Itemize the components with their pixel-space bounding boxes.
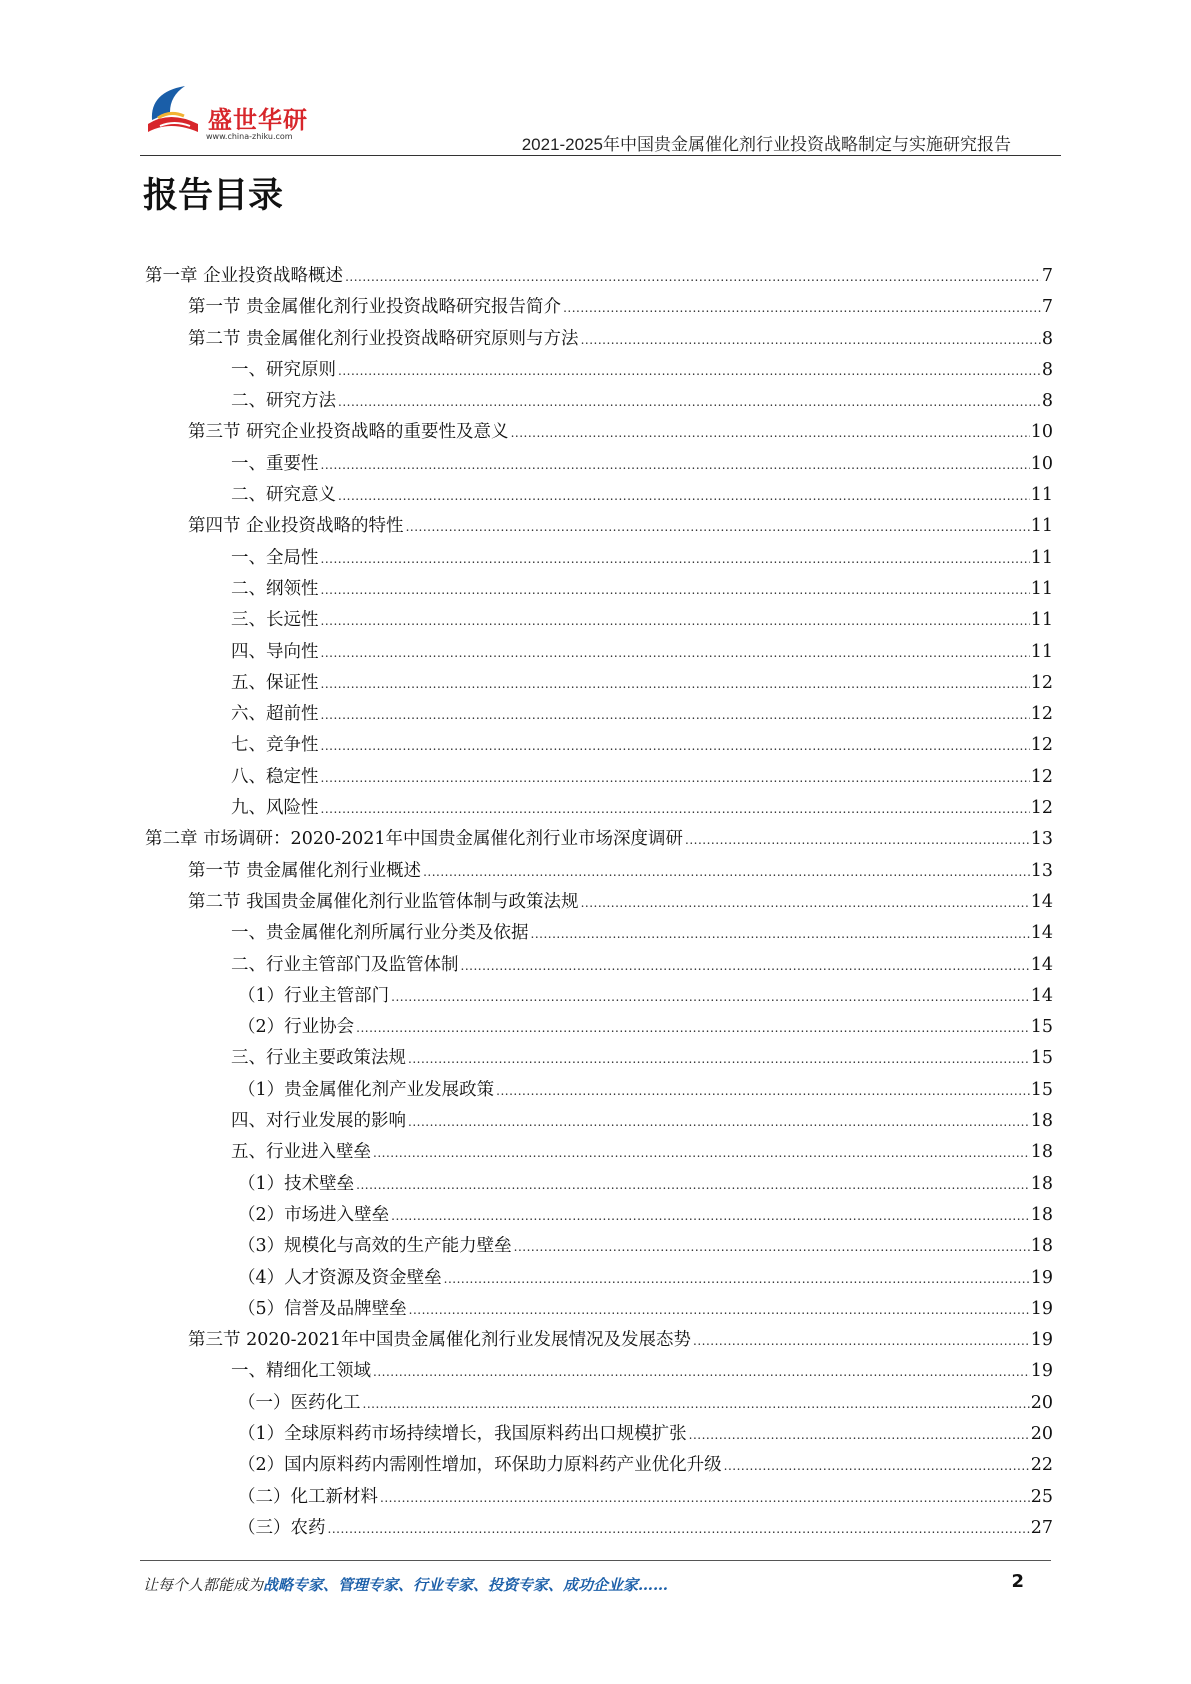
- toc-leader-dots: [321, 802, 1030, 816]
- toc-entry[interactable]: [145, 575, 1053, 606]
- toc-entry-label: 五、行业进入壁垒: [231, 1142, 371, 1163]
- toc-entry[interactable]: [145, 700, 1053, 731]
- toc-leader-dots: [406, 520, 1030, 534]
- toc-entry-page: 18: [1030, 1204, 1053, 1225]
- toc-entry[interactable]: [145, 1076, 1053, 1107]
- toc-entry[interactable]: [145, 731, 1053, 762]
- toc-leader-dots: [514, 1240, 1030, 1254]
- toc-entry[interactable]: [145, 1326, 1053, 1357]
- toc-leader-dots: [356, 1178, 1030, 1192]
- toc-entry[interactable]: [145, 1264, 1053, 1295]
- toc-entry-label: （2）国内原料药内需刚性增加，环保助力原料药产业优化升级: [238, 1455, 722, 1476]
- toc-entry-label: 第二节 我国贵金属催化剂行业监管体制与政策法规: [188, 891, 579, 912]
- toc-leader-dots: [423, 865, 1030, 879]
- toc-entry-page: 19: [1030, 1330, 1053, 1351]
- toc-leader-dots: [408, 1052, 1030, 1066]
- toc-entry-page: 13: [1030, 829, 1053, 850]
- toc-leader-dots: [321, 677, 1030, 691]
- toc-entry-page: 20: [1030, 1392, 1053, 1413]
- toc-leader-dots: [321, 458, 1030, 472]
- toc-leader-dots: [409, 1303, 1030, 1317]
- toc-leader-dots: [724, 1459, 1030, 1473]
- toc-entry[interactable]: [145, 1013, 1053, 1044]
- toc-entry[interactable]: [145, 794, 1053, 825]
- toc-entry-page: 10: [1030, 422, 1053, 443]
- toc-entry[interactable]: [145, 1514, 1053, 1545]
- toc-entry[interactable]: [145, 951, 1053, 982]
- logo-url: www.china-zhiku.com: [206, 132, 293, 141]
- toc-entry-page: 12: [1030, 798, 1053, 819]
- toc-entry[interactable]: [145, 1170, 1053, 1201]
- toc-entry-label: （1）全球原料药市场持续增长，我国原料药出口规模扩张: [238, 1423, 687, 1444]
- toc-entry-label: 第二节 贵金属催化剂行业投资战略研究原则与方法: [188, 328, 579, 349]
- toc-entry[interactable]: [145, 1232, 1053, 1263]
- toc-entry-page: 14: [1030, 985, 1053, 1006]
- toc-entry-page: 12: [1030, 672, 1053, 693]
- toc-leader-dots: [363, 1397, 1030, 1411]
- toc-leader-dots: [373, 1146, 1030, 1160]
- toc-entry-page: 11: [1030, 516, 1053, 537]
- toc-entry-page: 25: [1030, 1486, 1053, 1507]
- toc-entry-page: 12: [1030, 704, 1053, 725]
- toc-entry-label: 五、保证性: [231, 672, 319, 693]
- toc-entry-page: 18: [1030, 1236, 1053, 1257]
- toc-entry-page: 8: [1041, 359, 1053, 380]
- toc-entry-page: 19: [1030, 1361, 1053, 1382]
- page-number: 2: [1011, 1571, 1024, 1592]
- toc-entry-label: （一）医药化工: [238, 1392, 361, 1413]
- toc-entry-page: 11: [1030, 547, 1053, 568]
- toc-entry-page: 27: [1030, 1517, 1053, 1538]
- toc-entry-page: 20: [1030, 1423, 1053, 1444]
- toc-entry-page: 19: [1030, 1267, 1053, 1288]
- toc-entry-label: 二、研究意义: [231, 485, 336, 506]
- toc-leader-dots: [444, 1272, 1030, 1286]
- toc-entry[interactable]: [145, 418, 1053, 449]
- toc-leader-dots: [373, 1365, 1030, 1379]
- toc-entry[interactable]: [145, 1044, 1053, 1075]
- table-of-contents: [145, 262, 1053, 1545]
- toc-leader-dots: [581, 333, 1041, 347]
- toc-entry-label: 九、风险性: [231, 798, 319, 819]
- toc-entry[interactable]: [145, 293, 1053, 324]
- toc-entry-page: 19: [1030, 1298, 1053, 1319]
- toc-leader-dots: [511, 426, 1030, 440]
- toc-entry[interactable]: [145, 262, 1053, 293]
- toc-leader-dots: [338, 395, 1041, 409]
- toc-entry-label: 一、重要性: [231, 453, 319, 474]
- toc-leader-dots: [321, 552, 1030, 566]
- toc-entry-page: 22: [1030, 1455, 1053, 1476]
- toc-entry[interactable]: [145, 1389, 1053, 1420]
- toc-entry-label: （1）贵金属催化剂产业发展政策: [238, 1079, 495, 1100]
- footer-highlight: 战略专家、管理专家、行业专家、投资专家、成功企业家……: [263, 1576, 669, 1594]
- toc-entry-page: 15: [1030, 1017, 1053, 1038]
- toc-entry-label: 八、稳定性: [231, 766, 319, 787]
- toc-entry[interactable]: [145, 387, 1053, 418]
- toc-leader-dots: [338, 489, 1030, 503]
- toc-leader-dots: [321, 771, 1030, 785]
- toc-entry[interactable]: [145, 1107, 1053, 1138]
- toc-entry-label: （二）化工新材料: [238, 1486, 378, 1507]
- toc-entry-label: 第一节 贵金属催化剂行业概述: [188, 860, 422, 881]
- toc-entry-page: 8: [1041, 391, 1053, 412]
- toc-entry-label: 第一节 贵金属催化剂行业投资战略研究报告简介: [188, 297, 562, 318]
- toc-entry-label: 三、行业主要政策法规: [231, 1048, 406, 1069]
- toc-leader-dots: [391, 1209, 1030, 1223]
- toc-entry-page: 15: [1030, 1079, 1053, 1100]
- toc-entry-label: 一、全局性: [231, 547, 319, 568]
- toc-entry-label: 第三节 研究企业投资战略的重要性及意义: [188, 422, 509, 443]
- toc-leader-dots: [693, 1334, 1030, 1348]
- toc-entry[interactable]: [145, 544, 1053, 575]
- toc-entry-label: （4）人才资源及资金壁垒: [238, 1267, 442, 1288]
- toc-entry[interactable]: [145, 356, 1053, 387]
- toc-entry-page: 12: [1030, 735, 1053, 756]
- toc-leader-dots: [496, 1084, 1030, 1098]
- toc-entry-label: （1）行业主管部门: [238, 985, 390, 1006]
- toc-leader-dots: [581, 896, 1030, 910]
- footer-divider: [140, 1560, 1051, 1561]
- toc-entry[interactable]: [145, 1201, 1053, 1232]
- toc-entry-label: 第四节 企业投资战略的特性: [188, 516, 404, 537]
- toc-entry-page: 11: [1030, 641, 1053, 662]
- toc-entry-label: （5）信誉及品牌壁垒: [238, 1298, 407, 1319]
- toc-entry[interactable]: [145, 1483, 1053, 1514]
- toc-leader-dots: [391, 990, 1030, 1004]
- toc-entry-label: 第三节 2020-2021年中国贵金属催化剂行业发展情况及发展态势: [188, 1330, 692, 1351]
- toc-leader-dots: [461, 959, 1030, 973]
- page-title: 报告目录: [143, 176, 284, 216]
- toc-leader-dots: [356, 1021, 1030, 1035]
- toc-leader-dots: [321, 583, 1030, 597]
- toc-entry-page: 14: [1030, 891, 1053, 912]
- toc-leader-dots: [321, 614, 1030, 628]
- toc-entry[interactable]: [145, 1420, 1053, 1451]
- toc-leader-dots: [689, 1428, 1030, 1442]
- toc-leader-dots: [531, 927, 1030, 941]
- toc-leader-dots: [408, 1115, 1030, 1129]
- toc-entry-page: 7: [1041, 297, 1053, 318]
- toc-entry-page: 8: [1041, 328, 1053, 349]
- toc-entry-page: 14: [1030, 923, 1053, 944]
- toc-entry-label: （1）技术壁垒: [238, 1173, 355, 1194]
- toc-entry-label: 七、竞争性: [231, 735, 319, 756]
- toc-entry-label: 三、长远性: [231, 610, 319, 631]
- toc-entry[interactable]: [145, 919, 1053, 950]
- toc-entry-label: （2）市场进入壁垒: [238, 1204, 390, 1225]
- toc-entry[interactable]: [145, 512, 1053, 543]
- toc-leader-dots: [345, 270, 1041, 284]
- toc-entry[interactable]: [145, 982, 1053, 1013]
- toc-entry[interactable]: [145, 450, 1053, 481]
- toc-entry-label: 二、研究方法: [231, 391, 336, 412]
- toc-entry-page: 10: [1030, 453, 1053, 474]
- toc-entry-page: 14: [1030, 954, 1053, 975]
- toc-leader-dots: [321, 739, 1030, 753]
- toc-entry[interactable]: [145, 638, 1053, 669]
- toc-entry[interactable]: [145, 1357, 1053, 1388]
- toc-entry-label: 六、超前性: [231, 704, 319, 725]
- toc-entry-page: 18: [1030, 1142, 1053, 1163]
- toc-entry-label: 第二章 市场调研：2020-2021年中国贵金属催化剂行业市场深度调研: [145, 829, 684, 850]
- footer-slogan: [143, 1574, 668, 1595]
- toc-entry-page: 18: [1030, 1173, 1053, 1194]
- toc-entry[interactable]: [145, 1138, 1053, 1169]
- logo-text: 盛世华研: [208, 106, 308, 134]
- toc-entry-page: 15: [1030, 1048, 1053, 1069]
- toc-entry-label: （三）农药: [238, 1517, 326, 1538]
- toc-leader-dots: [380, 1491, 1030, 1505]
- toc-leader-dots: [563, 301, 1041, 315]
- toc-entry[interactable]: [145, 1295, 1053, 1326]
- toc-entry[interactable]: [145, 825, 1053, 856]
- toc-entry-label: 二、行业主管部门及监管体制: [231, 954, 459, 975]
- report-title: 2021-2025年中国贵金属催化剂行业投资战略制定与实施研究报告: [521, 135, 1011, 154]
- toc-entry-label: 一、研究原则: [231, 359, 336, 380]
- toc-entry[interactable]: [145, 325, 1053, 356]
- toc-entry-page: 13: [1030, 860, 1053, 881]
- toc-entry[interactable]: [145, 857, 1053, 888]
- toc-entry-label: （3）规模化与高效的生产能力壁垒: [238, 1236, 512, 1257]
- toc-entry-label: 四、对行业发展的影响: [231, 1111, 406, 1132]
- header-divider: [140, 155, 1061, 156]
- footer-lead: 让每个人都能成为: [143, 1576, 264, 1594]
- toc-entry[interactable]: [145, 763, 1053, 794]
- toc-entry[interactable]: [145, 888, 1053, 919]
- toc-entry-label: 第一章 企业投资战略概述: [145, 266, 344, 286]
- toc-entry-page: 12: [1030, 766, 1053, 787]
- toc-entry-page: 18: [1030, 1111, 1053, 1132]
- toc-entry-label: 一、贵金属催化剂所属行业分类及依据: [231, 923, 529, 944]
- toc-entry-label: 二、纲领性: [231, 578, 319, 599]
- toc-entry[interactable]: [145, 481, 1053, 512]
- toc-entry-label: 四、导向性: [231, 641, 319, 662]
- toc-leader-dots: [321, 646, 1030, 660]
- toc-leader-dots: [321, 708, 1030, 722]
- toc-entry-label: （2）行业协会: [238, 1017, 355, 1038]
- toc-entry-page: 11: [1030, 610, 1053, 631]
- toc-entry-page: 11: [1030, 578, 1053, 599]
- toc-leader-dots: [328, 1522, 1030, 1536]
- toc-entry-page: 11: [1030, 485, 1053, 506]
- toc-leader-dots: [685, 833, 1030, 847]
- toc-entry[interactable]: [145, 606, 1053, 637]
- toc-entry-page: 7: [1041, 266, 1053, 286]
- toc-entry[interactable]: [145, 669, 1053, 700]
- toc-leader-dots: [338, 364, 1041, 378]
- toc-entry-label: 一、精细化工领域: [231, 1361, 371, 1382]
- toc-entry[interactable]: [145, 1451, 1053, 1482]
